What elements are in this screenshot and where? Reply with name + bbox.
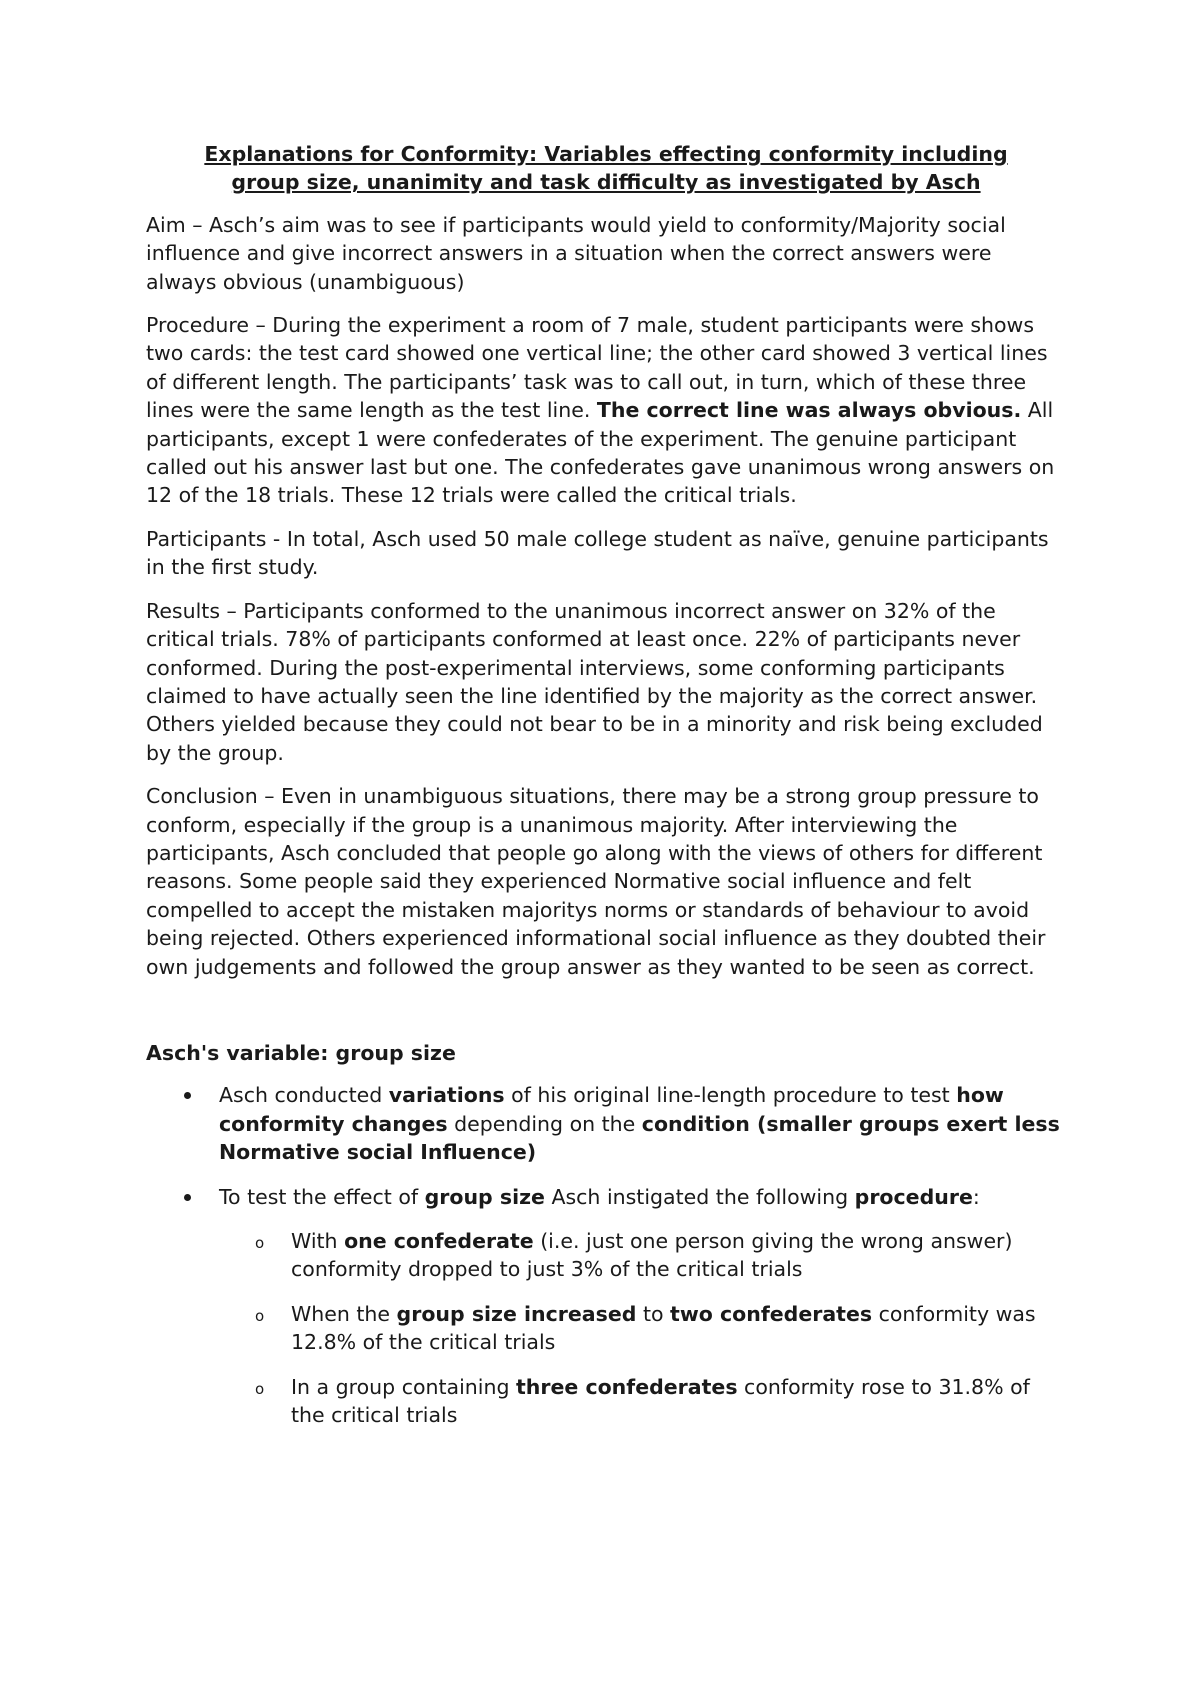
sub-text: When the [291,1301,397,1326]
sub-text: With [291,1229,345,1253]
sub-item-three-confederates [217,1373,1066,1430]
aim-paragraph: Aim – Asch’s aim was to see if participants would yield to conformity/Majority social influence and give incorrect answers in a situation when the correct answers were always obvious (unambiguous) [146,212,1006,294]
procedure-paragraph [146,311,1066,510]
bullet-bold-text: condition (smaller groups exert less Normative social Influence) [219,1111,1060,1165]
sub-text: (i.e. just one person giving the wrong answer) conformity dropped to just 3% of the critical trials [291,1229,1013,1282]
title-line-1: Explanations for Conformity: Variables effecting conformity including [204,142,1008,166]
sub-text: In a group containing [291,1374,516,1399]
title-line-2: group size, unanimity and task difficulty as investigated by Asch [231,170,981,195]
sub-item-two-confederates [217,1300,1066,1357]
sub-text: conformity was 12.8% of the critical trials [291,1301,1036,1355]
bullet-text: depending on the [447,1111,642,1136]
sub-bold-text: group size increased [396,1301,637,1326]
bullet-bold-text: variations [388,1083,505,1108]
bullet-dot-icon [184,1092,191,1099]
bullet-bold-text: how conformity changes [219,1083,1004,1136]
conclusion-paragraph: Conclusion – Even in unambiguous situations, there may be a strong group pressure to conform, especially if the group is a unanimous majority. After interviewing the participants, Asch concluded that people go along with the views of others for different reasons. Some people said they experienced Normative social influence and felt compelled to accept the mistaken majoritys norms or standards of behaviour to avoid being rejected. Others experienced informational social influence as they doubted their own judgements and followed the group answer as they wanted to be seen as correct. [146,784,1046,979]
sub-text: to [636,1301,671,1326]
results-paragraph: Results – Participants conformed to the unanimous incorrect answer on 32% of the critical trials. 78% of participants conformed at least once. 22% of participants never conformed. During the post-experimental interviews, some conforming participants claimed to have actually seen the line identified by the majority as the correct answer. Others yielded because they could not bear to be in a minority and risk being excluded by the group. [146,598,1043,765]
bullet-text: Asch instigated the following [544,1184,855,1209]
bullet-text: To test the effect of [219,1184,425,1209]
group-size-bullet-list [146,1081,1066,1429]
bullet-item-variations [146,1081,1066,1166]
document-title [146,140,1066,197]
sub-bold-text: one confederate [344,1229,534,1253]
bullet-text: Asch conducted [219,1083,389,1108]
participants-paragraph: Participants - In total, Asch used 50 male college student as naïve, genuine participants in the first study. [146,526,1049,580]
bullet-text: : [972,1184,980,1209]
bullet-item-procedure [146,1183,1066,1430]
procedure-text-a: Procedure – During the experiment a room of 7 male, student participants were shows two cards: the test card showed one vertical line; the other card showed 3 vertical lines of different length. The participants’ task was to call out, in turn, which of these three lines were the same length as the test line. [146,313,1048,423]
bullet-dot-icon [184,1194,191,1201]
bullet-bold-text: group size [424,1184,545,1209]
sub-bold-text: two confederates [670,1301,873,1326]
sub-bold-text: three confederates [516,1374,738,1399]
bullet-text: of his original line-length procedure to test [504,1083,957,1108]
sub-bullet-marker: o [255,1379,265,1398]
procedure-bold: The correct line was always obvious. [596,398,1022,423]
sub-bullet-marker: o [255,1306,265,1325]
sub-item-one-confederate [217,1227,1066,1284]
procedure-text-b: All participants, except 1 were confederates of the experiment. The genuine participant called out his answer last but one. The confederates gave unanimous wrong answers on 12 of the 18 trials. These 12 trials were called the critical trials. [146,398,1055,508]
sub-bullet-marker: o [255,1234,265,1252]
group-size-heading: Asch's variable: group size [146,1040,456,1065]
document-page [146,140,1066,1445]
bullet-bold-text: procedure [854,1184,973,1209]
sub-text: conformity rose to 31.8% of the critical trials [291,1374,1030,1428]
procedure-sub-list [219,1227,1066,1429]
